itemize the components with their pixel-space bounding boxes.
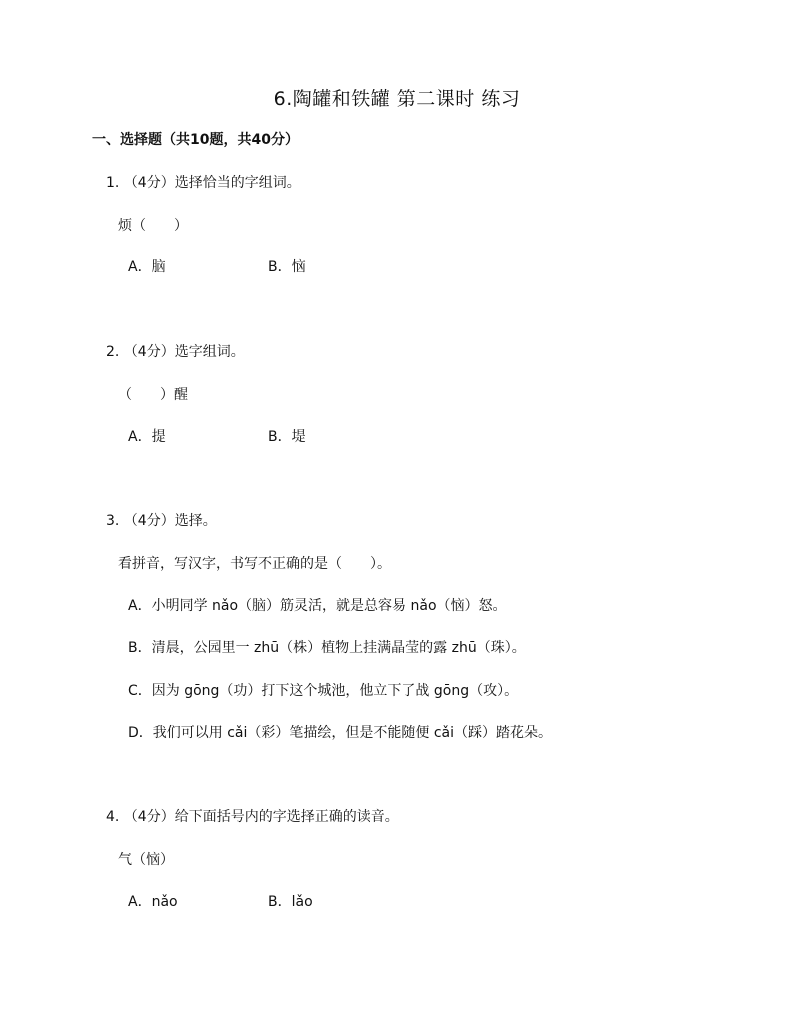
question-1-stem: 1. （4分）选择恰当的字组词。 bbox=[106, 175, 301, 191]
question-3-option-d[interactable]: D．我们可以用 cǎi（彩）笔描绘，但是不能随便 cǎi（踩）踏花朵。 bbox=[128, 725, 553, 741]
question-2-option-a[interactable]: A．提 bbox=[128, 429, 166, 445]
question-1-option-a[interactable]: A．脑 bbox=[128, 259, 166, 275]
question-2-stem: 2. （4分）选字组词。 bbox=[106, 344, 245, 360]
question-2-prompt: （ ）醒 bbox=[118, 387, 188, 403]
question-4-prompt: 气（恼） bbox=[118, 852, 174, 868]
question-1-prompt: 烦（ ） bbox=[118, 218, 188, 234]
question-4-option-a[interactable]: A．nǎo bbox=[128, 894, 178, 910]
section-heading: 一、选择题（共10题，共40分） bbox=[92, 132, 299, 148]
question-4-stem: 4. （4分）给下面括号内的字选择正确的读音。 bbox=[106, 809, 399, 825]
question-4-option-b[interactable]: B．lǎo bbox=[268, 894, 313, 910]
question-1-option-b[interactable]: B．恼 bbox=[268, 259, 306, 275]
question-3-option-b[interactable]: B．清晨，公园里一 zhū（株）植物上挂满晶莹的露 zhū（珠）。 bbox=[128, 640, 526, 656]
page-title: 6.陶罐和铁罐 第二课时 练习 bbox=[273, 88, 521, 110]
question-2-option-b[interactable]: B．堤 bbox=[268, 429, 306, 445]
question-3-option-a[interactable]: A．小明同学 nǎo（脑）筋灵活，就是总容易 nǎo（恼）怒。 bbox=[128, 598, 507, 614]
question-3-stem: 3. （4分）选择。 bbox=[106, 513, 217, 529]
question-3-option-c[interactable]: C．因为 gōng（功）打下这个城池，他立下了战 gōng（攻）。 bbox=[128, 683, 519, 699]
question-3-prompt: 看拼音，写汉字，书写不正确的是（ ）。 bbox=[118, 556, 391, 572]
